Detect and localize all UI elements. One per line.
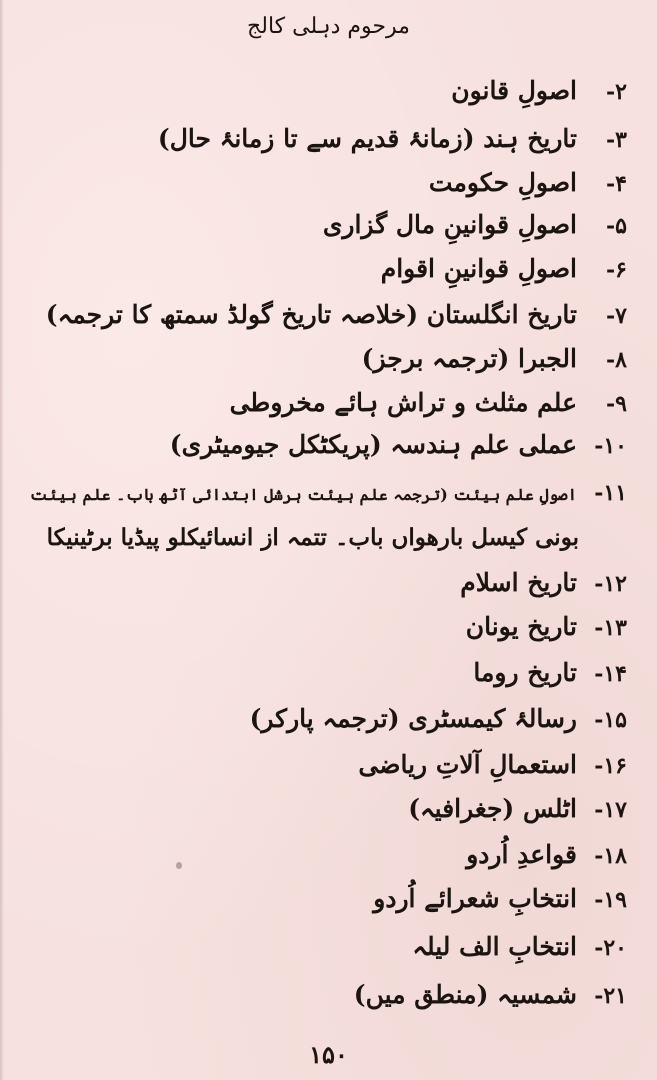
list-item bbox=[30, 482, 627, 504]
item-title: تاریخ ہند (زمانۂ قدیم سے تا زمانۂ حال) bbox=[157, 124, 577, 153]
item-title: اصولِ قوانینِ اقوام bbox=[380, 254, 577, 283]
item-title: انتخابِ الف لیلہ bbox=[412, 932, 577, 961]
list-item bbox=[466, 614, 627, 639]
list-item bbox=[408, 796, 627, 821]
list-item bbox=[460, 570, 627, 595]
item-title: انتخابِ شعرائے اُردو bbox=[373, 884, 577, 913]
item-number: ۷- bbox=[606, 303, 627, 329]
list-item bbox=[230, 390, 627, 415]
page-number: ۱۵۰ bbox=[309, 1040, 348, 1069]
list-item bbox=[323, 212, 627, 237]
item-number: ۱۱- bbox=[594, 480, 627, 506]
list-item bbox=[354, 982, 627, 1007]
item-number: ۱۶- bbox=[594, 753, 627, 779]
item-title: عملی علم ہندسہ (پریکٹکل جیومیٹری) bbox=[169, 430, 577, 459]
item-number: ۱۳- bbox=[594, 615, 627, 641]
list-item bbox=[46, 302, 627, 327]
item-title: اصولِ قوانینِ مال گزاری bbox=[322, 210, 577, 239]
item-number: ۲۱- bbox=[594, 983, 627, 1009]
item-number: ۸- bbox=[606, 347, 627, 373]
item-number: ۶- bbox=[606, 257, 627, 283]
item-number: ۱۲- bbox=[594, 571, 627, 597]
item-title: اصولِ علم ہیئت (ترجمہ علم ہیئت ہرشل ابتدائی آٹھ باب۔ علم ہیئت bbox=[30, 485, 577, 504]
item-title: تاریخ انگلستان (خلاصہ تاریخ گولڈ سمتھ کا ترجمہ) bbox=[45, 300, 577, 329]
item-title: شمسیہ (منطق میں) bbox=[353, 980, 577, 1009]
item-title: علم مثلث و تراش ہائے مخروطی bbox=[229, 388, 577, 417]
list-item bbox=[412, 934, 627, 959]
list-item bbox=[466, 842, 627, 867]
list-item bbox=[250, 706, 627, 731]
item-number: ۱۹- bbox=[594, 887, 627, 913]
item-title: اصولِ حکومت bbox=[428, 168, 577, 197]
item-title: تاریخ یونان bbox=[465, 612, 577, 641]
item-title: قواعدِ اُردو bbox=[466, 840, 577, 869]
item-title: رسالۂ کیمسٹری (ترجمہ پارکر) bbox=[249, 704, 577, 733]
list-item bbox=[158, 126, 627, 151]
item-number: ۱۰- bbox=[594, 433, 627, 459]
item-title: تاریخ روما bbox=[473, 658, 577, 687]
running-header: مرحوم دہلی کالج bbox=[247, 14, 410, 39]
item-number: ۳- bbox=[606, 127, 627, 153]
item-number: ۵- bbox=[606, 213, 627, 239]
item-title: اصولِ قانون bbox=[451, 76, 577, 105]
item-number: ۴- bbox=[606, 171, 627, 197]
item-number: ۱۴- bbox=[594, 661, 627, 687]
item-number: ۱۵- bbox=[594, 707, 627, 733]
item-title: الجبرا (ترجمہ برجز) bbox=[361, 344, 577, 373]
item-number: ۱۸- bbox=[594, 843, 627, 869]
list-item bbox=[373, 886, 627, 911]
item-title: اٹلس (جغرافیہ) bbox=[408, 794, 577, 823]
item-title: تاریخ اسلام bbox=[460, 568, 577, 597]
list-item bbox=[358, 752, 627, 777]
item-number: ۲۰- bbox=[594, 935, 627, 961]
list-item bbox=[362, 346, 627, 371]
list-item bbox=[429, 170, 627, 195]
list-item bbox=[381, 256, 627, 281]
paper-speck bbox=[176, 862, 182, 869]
item-number: ۲- bbox=[606, 79, 627, 105]
list-item bbox=[451, 78, 627, 103]
item-number: ۹- bbox=[606, 391, 627, 417]
item-number: ۱۷- bbox=[594, 797, 627, 823]
list-item bbox=[170, 432, 627, 457]
list-item bbox=[473, 660, 627, 685]
item-title: استعمالِ آلاتِ ریاضی bbox=[358, 750, 577, 779]
list-item-continuation: بونی کیسل بارھواں باب۔ تتمہ از انسائیکلو پیڈیا برٹینیکا bbox=[46, 524, 579, 551]
